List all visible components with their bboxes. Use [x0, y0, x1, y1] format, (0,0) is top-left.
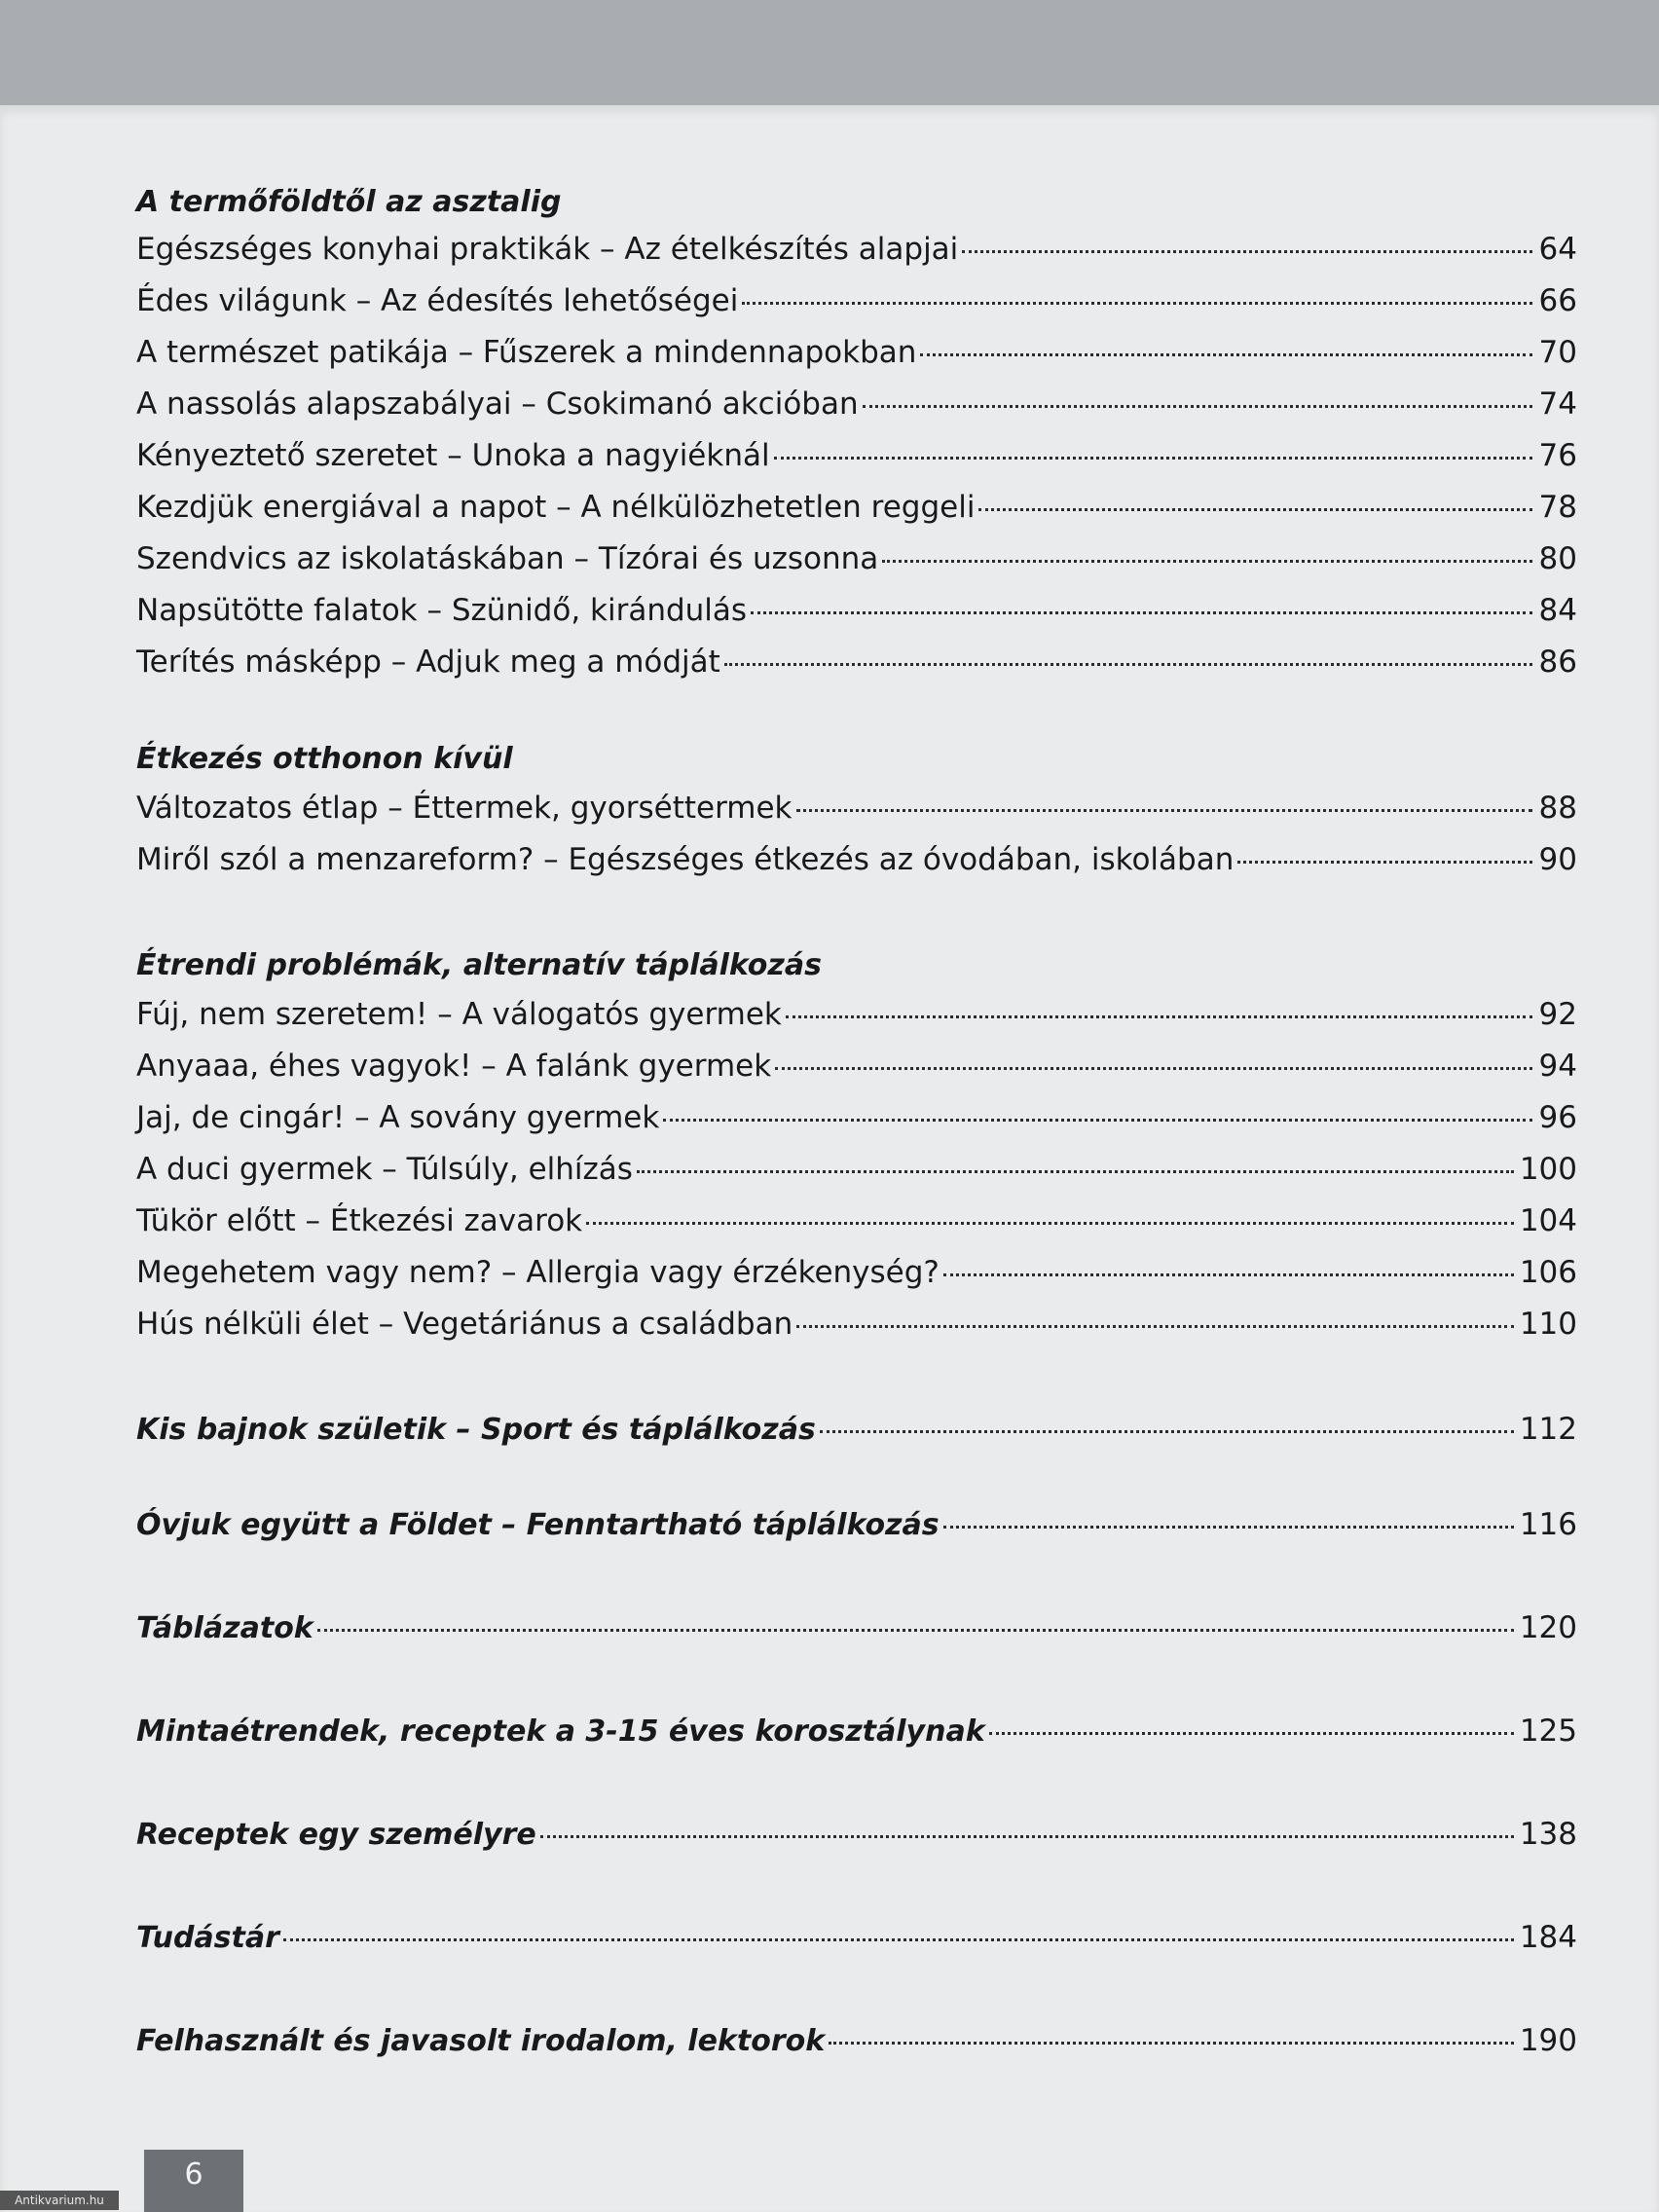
toc-entry-label: Anyaaa, éhes vagyok! – A falánk gyermek	[136, 1049, 772, 1084]
toc-entry-page: 125	[1519, 1714, 1577, 1749]
toc-entry-label: Kényeztető szeretet – Unoka a nagyiéknál	[136, 438, 770, 473]
toc-entry-page: 94	[1538, 1049, 1577, 1084]
dot-leader	[775, 1067, 1532, 1070]
toc-entry	[136, 993, 1577, 1036]
toc-entry-label: Óvjuk együtt a Földet – Fenntartható táplálkozás	[136, 1508, 940, 1542]
dot-leader	[943, 1273, 1514, 1276]
dot-leader	[317, 1629, 1514, 1632]
toc-major-entry	[136, 1408, 1577, 1451]
toc-entry-label: Terítés másképp – Adjuk meg a módját	[136, 645, 720, 680]
toc-entry-label: Táblázatok	[136, 1611, 313, 1645]
toc-entry-label: Felhasznált és javasolt irodalom, lektorok	[136, 2024, 826, 2058]
toc-entry-page: 112	[1519, 1412, 1577, 1447]
toc-entry-label: Tükör előtt – Étkezési zavarok	[136, 1203, 583, 1238]
toc-entry-page: 66	[1538, 283, 1577, 318]
toc-entry-page: 78	[1538, 490, 1577, 525]
toc-entry	[136, 589, 1577, 632]
dot-leader	[742, 302, 1532, 305]
section-title: A termőföldtől az asztalig	[136, 185, 562, 219]
toc-entry-page: 106	[1519, 1255, 1577, 1290]
toc-entry-page: 80	[1538, 541, 1577, 576]
toc-entry-label: Egészséges konyhai praktikák – Az ételkészítés alapjai	[136, 232, 959, 267]
dot-leader	[540, 1835, 1514, 1838]
toc-entry	[136, 1251, 1577, 1294]
toc-entry-page: 104	[1519, 1203, 1577, 1238]
toc-entry-page: 86	[1538, 645, 1577, 680]
toc-entry	[136, 787, 1577, 830]
toc-entry-page: 90	[1538, 842, 1577, 877]
toc-entry-label: Fúj, nem szeretem! – A válogatós gyermek	[136, 997, 782, 1032]
toc-entry-page: 74	[1538, 387, 1577, 422]
toc-entry-label: Kezdjük energiával a napot – A nélkülözhetetlen reggeli	[136, 490, 976, 525]
dot-leader	[978, 508, 1532, 511]
toc-entry-page: 92	[1538, 997, 1577, 1032]
toc-entry	[136, 838, 1577, 881]
toc-entry-page: 110	[1519, 1307, 1577, 1342]
toc-major-entry	[136, 1813, 1577, 1856]
toc-entry	[136, 1096, 1577, 1139]
toc-entry	[136, 1148, 1577, 1191]
dot-leader	[786, 1015, 1532, 1018]
toc-entry-label: Mintaétrendek, receptek a 3-15 éves korosztálynak	[136, 1714, 985, 1749]
dot-leader	[820, 1430, 1514, 1433]
page-number: 6	[184, 2157, 203, 2192]
toc-entry-label: Megehetem vagy nem? – Allergia vagy érzékenység?	[136, 1255, 940, 1290]
toc-entry-page: 76	[1538, 438, 1577, 473]
book-page	[0, 105, 1659, 2212]
dot-leader	[920, 353, 1532, 356]
toc-entry-page: 190	[1519, 2023, 1577, 2058]
toc-entry-page: 84	[1538, 593, 1577, 628]
dot-leader	[863, 405, 1532, 408]
toc-entry-page: 100	[1519, 1152, 1577, 1187]
toc-entry-label: Változatos étlap – Éttermek, gyorséttermek	[136, 791, 793, 826]
toc-entry-page: 70	[1538, 335, 1577, 370]
dot-leader	[663, 1119, 1532, 1122]
dot-leader	[882, 560, 1532, 563]
toc-entry-label: Hús nélküli élet – Vegetáriánus a családban	[136, 1307, 793, 1342]
dot-leader	[796, 1325, 1514, 1328]
toc-major-entry	[136, 1503, 1577, 1546]
toc-entry-label: Kis bajnok születik – Sport és táplálkozás	[136, 1413, 816, 1447]
toc-entry-label: A nassolás alapszabályai – Csokimanó akcióban	[136, 387, 859, 422]
toc-major-entry	[136, 2019, 1577, 2062]
toc-entry-page: 184	[1519, 1920, 1577, 1955]
toc-entry	[136, 641, 1577, 683]
toc-entry-label: Édes világunk – Az édesítés lehetőségei	[136, 283, 739, 318]
dot-leader	[829, 2042, 1514, 2045]
section-title: Étrendi problémák, alternatív táplálkozás	[136, 948, 822, 982]
toc-entry	[136, 331, 1577, 374]
watermark: Antikvarium.hu	[0, 2191, 119, 2210]
toc-major-entry	[136, 1916, 1577, 1959]
toc-entry-page: 96	[1538, 1100, 1577, 1135]
toc-entry-label: Tudástár	[136, 1921, 279, 1955]
toc-major-entry	[136, 1710, 1577, 1752]
dot-leader	[751, 611, 1532, 614]
toc-entry	[136, 486, 1577, 529]
toc-entry-label: Szendvics az iskolatáskában – Tízórai és uzsonna	[136, 541, 879, 576]
toc-entry	[136, 1045, 1577, 1088]
toc-entry	[136, 537, 1577, 580]
dot-leader	[1237, 861, 1532, 864]
dot-leader	[586, 1222, 1514, 1225]
toc-major-entry	[136, 1606, 1577, 1649]
toc-entry-page: 116	[1519, 1507, 1577, 1542]
toc-entry	[136, 1199, 1577, 1242]
toc-entry	[136, 1303, 1577, 1346]
toc-entry-page: 138	[1519, 1817, 1577, 1852]
toc-entry-page: 64	[1538, 232, 1577, 267]
dot-leader	[796, 809, 1532, 812]
toc-entry-label: Receptek egy személyre	[136, 1818, 536, 1852]
toc-entry-page: 88	[1538, 791, 1577, 826]
toc-entry-label: Miről szól a menzareform? – Egészséges étkezés az óvodában, iskolában	[136, 842, 1235, 877]
dot-leader	[962, 250, 1532, 253]
toc-entry	[136, 434, 1577, 477]
dot-leader	[989, 1732, 1514, 1735]
dot-leader	[637, 1170, 1514, 1173]
toc-entry-label: Napsütötte falatok – Szünidő, kirándulás	[136, 593, 748, 628]
toc-entry-label: A természet patikája – Fűszerek a mindennapokban	[136, 335, 917, 370]
toc-entry-page: 120	[1519, 1610, 1577, 1645]
dot-leader	[724, 663, 1532, 666]
section-title: Étkezés otthonon kívül	[136, 742, 513, 776]
dot-leader	[774, 457, 1532, 460]
toc-entry	[136, 228, 1577, 271]
toc-entry-label: Jaj, de cingár! – A sovány gyermek	[136, 1100, 660, 1135]
toc-entry-label: A duci gyermek – Túlsúly, elhízás	[136, 1152, 633, 1187]
dot-leader	[943, 1526, 1514, 1529]
toc-entry	[136, 383, 1577, 425]
toc-entry	[136, 279, 1577, 322]
page-number-tab-notch	[144, 2124, 243, 2150]
dot-leader	[283, 1938, 1514, 1941]
